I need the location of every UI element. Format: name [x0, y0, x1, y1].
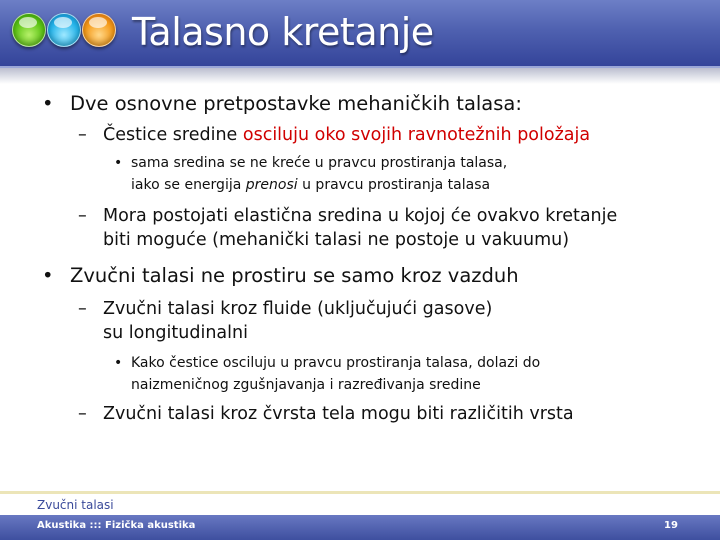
- small-bullet-marker: •: [114, 355, 123, 371]
- detail-text-part: u pravcu prostiranja talasa: [297, 177, 491, 193]
- page-number: 19: [664, 520, 678, 531]
- sub-bullet-text: [103, 125, 590, 145]
- detail-text-line: [131, 177, 490, 193]
- footer-section-label: Zvučni talasi: [37, 498, 114, 512]
- detail-text-part: iako se energija: [131, 177, 246, 193]
- title-shadow: [0, 68, 720, 84]
- bullet-marker: •: [42, 264, 54, 287]
- bullet-marker: •: [42, 92, 54, 115]
- blue-orb-icon: [47, 13, 81, 47]
- emphasized-text: prenosi: [245, 177, 298, 193]
- small-bullet-marker: •: [114, 155, 123, 171]
- sub-bullet-text: biti moguće (mehanički talasi ne postoje u vakuumu): [103, 230, 570, 250]
- dash-marker: –: [78, 299, 87, 319]
- sub-bullet-text: Zvučni talasi kroz čvrsta tela mogu biti različitih vrsta: [103, 404, 574, 424]
- footer-course-title: Akustika ::: Fizička akustika: [37, 520, 196, 531]
- dash-marker: –: [78, 206, 87, 226]
- detail-text-line: Kako čestice osciluju u pravcu prostiranja talasa, dolazi do: [131, 355, 541, 371]
- bullet-text: Dve osnovne pretpostavke mehaničkih talasa:: [70, 92, 522, 115]
- sub-bullet-text: su longitudinalni: [103, 323, 248, 343]
- sub-bullet-text-start: Čestice sredine: [103, 125, 243, 145]
- dash-marker: –: [78, 125, 87, 145]
- sub-bullet-text: Zvučni talasi kroz fluide (uključujući gasove): [103, 299, 493, 319]
- detail-text-line: sama sredina se ne kreće u pravcu prostiranja talasa,: [131, 155, 508, 171]
- orange-orb-icon: [82, 13, 116, 47]
- highlighted-text: osciluju oko svojih ravnotežnih položaja: [242, 125, 591, 145]
- slide-title: Talasno kretanje: [132, 10, 434, 54]
- green-orb-icon: [12, 13, 46, 47]
- footer-rule: [0, 491, 720, 494]
- bullet-text: Zvučni talasi ne prostiru se samo kroz vazduh: [70, 264, 519, 287]
- sub-bullet-text: Mora postojati elastična sredina u kojoj će ovakvo kretanje: [103, 206, 618, 226]
- detail-text-line: naizmeničnog zgušnjavanja i razređivanja sredine: [131, 377, 481, 393]
- dash-marker: –: [78, 404, 87, 424]
